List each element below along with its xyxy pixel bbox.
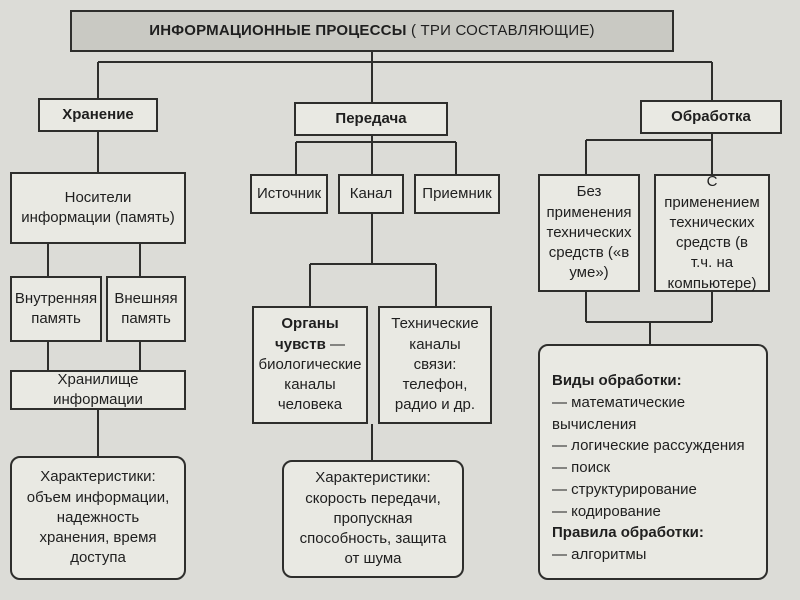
transfer-senses-text: [258, 314, 361, 415]
header-title-box: [70, 10, 674, 52]
processing-type-item: — кодирование: [552, 501, 758, 523]
transfer-channel-box: [338, 174, 404, 214]
processing-type-item: — математические вычисления: [552, 392, 758, 436]
storage-internal-label: Внутренняя память: [14, 289, 98, 327]
transfer-characteristics-box: [282, 460, 464, 578]
processing-types-list: [552, 392, 758, 523]
processing-type-item: — структурирование: [552, 479, 758, 501]
processing-types-content: [552, 370, 758, 566]
processing-rules-list: [552, 544, 758, 566]
transfer-characteristics-body: скорость передачи, пропускная способность, защита от шума: [299, 489, 447, 568]
storage-characteristics-box: [10, 456, 186, 580]
processing-rules-title: Правила обработки:: [552, 524, 704, 542]
processing-rule-item: — алгоритмы: [552, 544, 758, 566]
storage-external-box: [106, 276, 186, 342]
storage-title: Хранение: [62, 105, 134, 123]
storage-title-box: [38, 98, 158, 132]
transfer-characteristics-title: Характеристики:: [315, 469, 431, 487]
processing-with-tech-box: [654, 174, 770, 292]
transfer-technical-label: Технические каналы связи: телефон, радио и др.: [391, 315, 479, 414]
header-title: ИНФОРМАЦИОННЫЕ ПРОЦЕССЫ: [149, 21, 407, 39]
storage-external-label: Внешняя память: [114, 289, 178, 327]
storage-repository-box: [10, 370, 186, 410]
transfer-source-label: Источник: [256, 184, 322, 202]
processing-types-box: [538, 344, 768, 580]
processing-type-item: — логические рассуждения: [552, 435, 758, 457]
storage-characteristics-title: Характеристики:: [40, 468, 156, 486]
processing-title-box: [640, 100, 782, 134]
transfer-senses-rest: — биологические каналы человека: [258, 335, 362, 414]
storage-characteristics-body: объем информации, надежность хранения, время доступа: [26, 488, 170, 567]
processing-title: Обработка: [671, 107, 751, 125]
storage-media-label: Носители информации (память): [21, 188, 175, 226]
header-subtitle: ( ТРИ СОСТАВЛЯЮЩИЕ): [410, 21, 595, 39]
transfer-title: Передача: [335, 109, 407, 127]
processing-without-tech-label: Без применения технических средств («в уме»): [546, 183, 632, 282]
storage-media-box: [10, 172, 186, 244]
transfer-senses-bold: Органы чувств: [275, 315, 339, 353]
transfer-title-box: [294, 102, 448, 136]
storage-repository-label: Хранилище информации: [53, 370, 143, 408]
processing-types-title: Виды обработки:: [552, 372, 682, 389]
transfer-channel-label: Канал: [349, 184, 393, 202]
transfer-technical-box: [378, 306, 492, 424]
transfer-senses-box: [252, 306, 368, 424]
processing-type-item: — поиск: [552, 457, 758, 479]
transfer-receiver-box: [414, 174, 500, 214]
processing-without-tech-box: [538, 174, 640, 292]
transfer-receiver-label: Приемник: [422, 184, 492, 202]
storage-internal-box: [10, 276, 102, 342]
transfer-source-box: [250, 174, 328, 214]
processing-with-tech-label: С применением технических средств (в т.ч. на компьютере): [664, 173, 760, 292]
